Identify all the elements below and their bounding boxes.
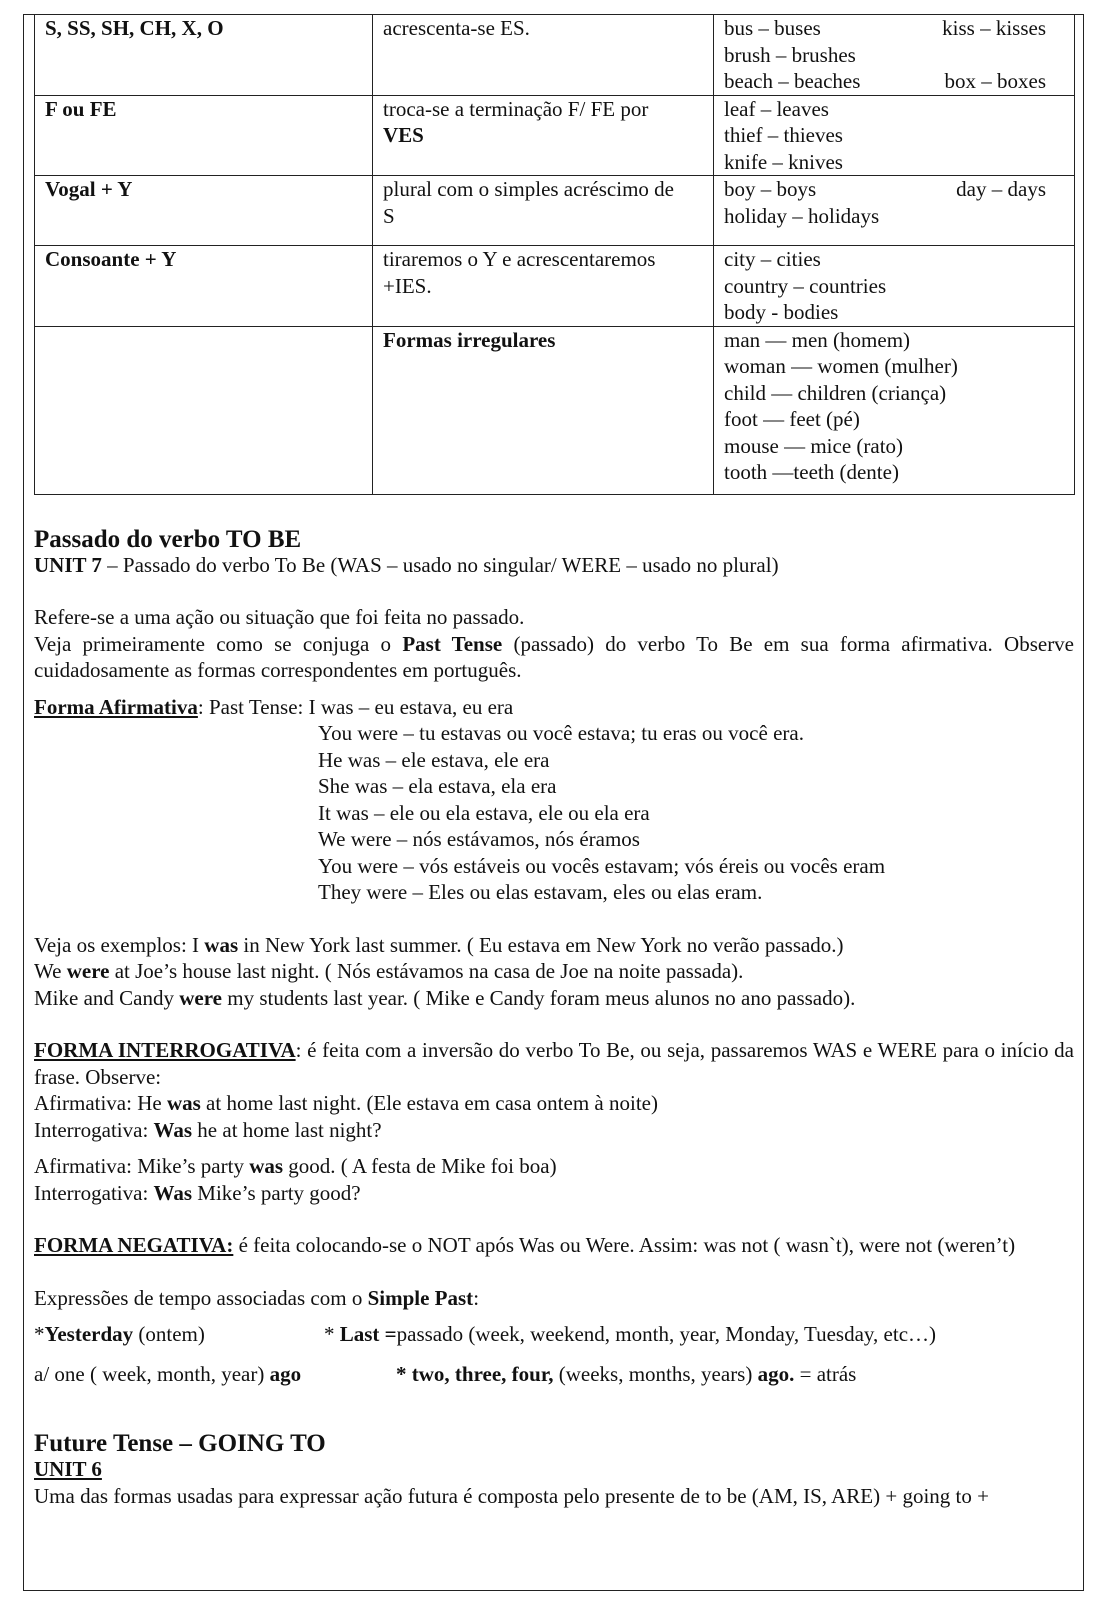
example-word: body - bodies [724,300,839,324]
conjugation-line: We were – nós estávamos, nós éramos [318,827,640,851]
example-pair [724,68,1066,95]
table-row [35,326,1075,494]
example-word: city – cities [724,247,821,271]
example-word: country – countries [724,273,887,298]
how-cell [373,95,714,176]
plural-rules-table [34,14,1075,495]
how-bold-line: VES [383,123,424,147]
examples-cell [714,15,1075,96]
example-word: boy – boys [724,177,817,201]
negative-paragraph: FORMA NEGATIVA: é feita colocando-se o NOT após Was ou Were. Assim: was not ( wasn`t), were not (weren’t) [34,1233,1016,1257]
example-word: knife – knives [724,149,843,174]
how-cell [373,326,714,494]
intro-line: Refere-se a uma ação ou situação que foi feita no passado. [34,605,525,629]
conjugation-line: They were – Eles ou elas estavam, eles ou elas eram. [318,880,763,904]
how-line: acrescenta-se ES. [383,16,530,40]
example-word: foot — feet (pé) [724,407,860,431]
table-row [35,15,1075,96]
example-pair [724,273,1066,300]
how-bold-line: Formas irregulares [383,327,556,352]
section-title-past: Passado do verbo TO BE [34,525,302,553]
examples-cell [714,176,1075,246]
how-cell [373,15,714,96]
example-line: We were at Joe’s house last night. ( Nós estávamos na casa de Joe na noite passada). [34,959,744,983]
examples-cell [714,326,1075,494]
examples-cell [714,246,1075,327]
section-title-future: Future Tense – GOING TO [34,1430,326,1457]
example-pair [724,42,1066,69]
example-word: man — men (homem) [724,327,911,352]
example-line: Afirmativa: He was at home last night. (Ele estava em casa ontem à noite) [34,1091,658,1115]
examples-cell [714,95,1075,176]
how-cell [373,176,714,246]
how-line: +IES. [383,273,432,298]
example-pair [724,327,1066,354]
example-word: kiss – kisses [942,16,1046,40]
intro-paragraph: Veja primeiramente como se conjuga o Past Tense (passado) do verbo To Be em sua forma afirmativa. Observe cuidadosamente as formas correspondentes em português. [34,631,1075,682]
example-pair [724,15,1066,42]
affirmative-heading: Forma Afirmativa: Past Tense: I was – eu estava, eu era [34,694,514,719]
how-line: troca-se a terminação F/ FE por [383,96,649,121]
example-line: Mike and Candy were my students last year. ( Mike e Candy foram meus alunos no ano passado). [34,985,856,1010]
conjugation-line: You were – vós estáveis ou vocês estavam; vós éreis ou vocês eram [318,853,886,878]
conjugation-line: You were – tu estavas ou você estava; tu eras ou você era. [318,721,804,745]
unit-6-label: UNIT 6 [34,1457,102,1481]
example-pair [724,353,1066,380]
example-word: holiday – holidays [724,203,880,228]
example-word: box – boxes [944,69,1046,93]
conjugation-line: She was – ela estava, ela era [318,774,557,798]
conjugation-list [34,720,1074,906]
example-word: day – days [956,177,1046,201]
example-pair [724,246,1066,273]
example-pair [724,96,1066,123]
example-word: leaf – leaves [724,96,829,121]
example-word: child — children (criança) [724,380,947,405]
conjugation-line: It was – ele ou ela estava, ele ou ela era [318,800,650,825]
example-line: Interrogativa: Was he at home last night? [34,1117,382,1142]
table-row [35,95,1075,176]
time-expressions-heading: Expressões de tempo associadas com o Simple Past: [34,1285,480,1310]
table-row [35,176,1075,246]
example-line: Veja os exemplos: I was in New York last summer. ( Eu estava em New York no verão passado.) [34,932,844,957]
how-line: tiraremos o Y e acrescentaremos [383,247,656,271]
example-pair [724,299,1066,326]
example-word: tooth —teeth (dente) [724,460,899,484]
example-pair [724,380,1066,407]
how-line: plural com o simples acréscimo de [383,177,674,201]
example-word: thief – thieves [724,123,843,147]
example-word: beach – beaches [724,69,861,93]
example-pair [724,122,1066,149]
interrogative-paragraph: FORMA INTERROGATIVA: é feita com a inversão do verbo To Be, ou seja, passaremos WAS e WERE para o início da frase. Observe: [34,1038,1074,1089]
rule-cell: F ou FE [35,95,373,176]
example-pair [724,176,1066,203]
example-line: Interrogativa: Was Mike’s party good? [34,1180,361,1205]
example-line: Afirmativa: Mike’s party was good. ( A festa de Mike foi boa) [34,1154,557,1178]
unit-7-line: UNIT 7 – Passado do verbo To Be (WAS – usado no singular/ WERE – usado no plural) [34,552,779,577]
example-pair [724,459,1066,486]
rule-cell: Vogal + Y [35,176,373,246]
conjugation-line: He was – ele estava, ele era [318,747,550,772]
table-row [35,246,1075,327]
rule-cell: Consoante + Y [35,246,373,327]
time-expression-row: a/ one ( week, month, year) ago * two, three, four, (weeks, months, years) ago. = atrás [34,1361,857,1386]
document-content [34,14,1074,1509]
example-word: bus – buses [724,16,821,40]
how-cell [373,246,714,327]
example-word: brush – brushes [724,42,856,67]
example-word: mouse — mice (rato) [724,433,904,458]
how-line: S [383,203,395,228]
example-word: woman — women (mulher) [724,354,958,378]
example-pair [724,433,1066,460]
rule-cell: S, SS, SH, CH, X, O [35,15,373,96]
example-pair [724,149,1066,176]
time-expression-row: *Yesterday (ontem) * Last =passado (week, weekend, month, year, Monday, Tuesday, etc…) [34,1322,937,1346]
example-pair [724,406,1066,433]
example-pair [724,203,1066,230]
future-intro-line: Uma das formas usadas para expressar ação futura é composta pelo presente de to be (AM, IS, ARE) + going to + [34,1483,989,1508]
rule-cell [35,326,373,494]
